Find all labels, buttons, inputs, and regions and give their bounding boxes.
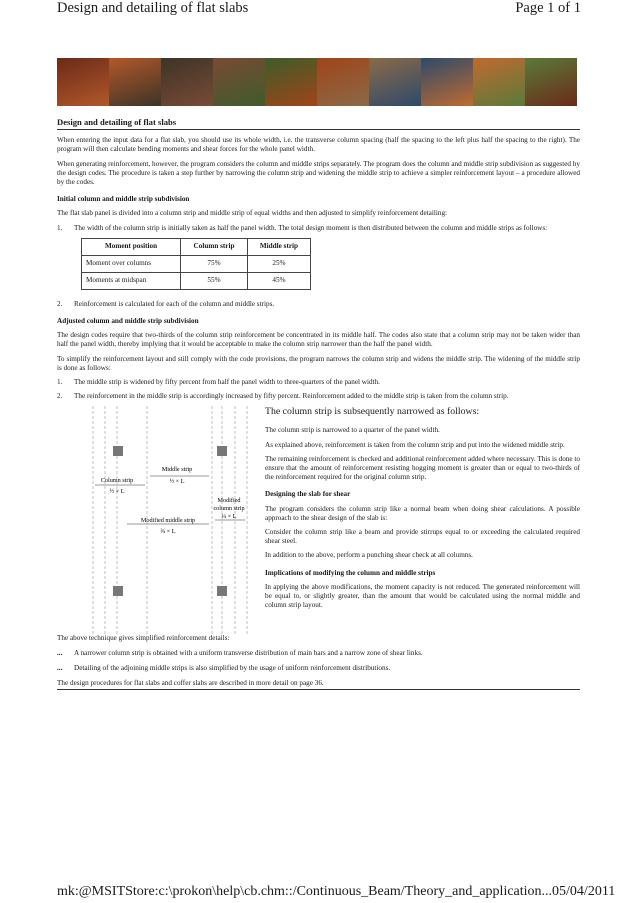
list-item — [57, 378, 580, 387]
list-item — [57, 300, 580, 309]
modified-column-label: column strip — [213, 505, 245, 513]
section2-paragraph-1: The design codes require that two-thirds of the column strip reinforcement be concentrated in its middle half. The codes also state that a column strip may not be taken wider than half the panel width, thereby implying that it would be acceptable to make the column strip narrower than the half the panel width. — [57, 331, 580, 349]
list-text: The width of the column strip is initially taken as half the panel width. The total design moment is then distributed between the column and middle strips as follows: — [74, 223, 548, 232]
intro-paragraph-2: When generating reinforcement, however, the program considers the column and middle strips separately. The program does the column and middle strip subdivision as suggested by the design codes. The procedure is taken a step further by narrowing the column strip and widening the middle strip to achieve a simpler reinforcement layout – a procedure allowed by the codes. — [57, 159, 580, 187]
header-title: Design and detailing of flat slabs — [57, 0, 249, 16]
table-header: Moment position — [82, 238, 181, 255]
closing-note: The design procedures for flat slabs and coffer slabs are described in more detail on page 36. — [57, 679, 580, 690]
table-cell: Moment over columns — [82, 255, 181, 272]
column-marker — [217, 586, 227, 596]
page-footer — [57, 884, 616, 900]
page-header — [57, 0, 581, 20]
right-paragraph: Consider the column strip like a beam and provide stirrups equal to or exceeding the calculated required shear steel. — [265, 528, 580, 546]
shear-heading: Designing the slab for shear — [265, 490, 351, 499]
footer-url: mk:@MSITStore:c:\prokon\help\cb.chm::/Continuous_Beam/Theory_and_application... — [57, 884, 553, 899]
footer-date: 05/04/2011 — [552, 884, 616, 899]
list-number: 2. — [57, 299, 63, 308]
banner-photo-tile — [57, 58, 109, 106]
bullet-mark: ... — [57, 663, 63, 672]
diagram-and-text — [57, 406, 580, 634]
banner-photo-tile — [525, 58, 577, 106]
modified-column-label: Modified — [217, 497, 241, 505]
banner-image — [57, 58, 577, 106]
table-cell: 75% — [181, 255, 248, 272]
banner-photo-tile — [473, 58, 525, 106]
document-body — [57, 118, 580, 690]
banner-photo-tile — [213, 58, 265, 106]
list-item — [57, 649, 580, 658]
right-paragraph: The program considers the column strip like a normal beam when doing shear calculations. A possible approach to the shear design of the slab is: — [265, 504, 580, 522]
list-text: The reinforcement in the middle strip is accordingly increased by fifty percent. Reinforcement added to the middle strip is taken from the column strip. — [74, 392, 509, 401]
banner-photo-tile — [161, 58, 213, 106]
moment-distribution-table — [81, 238, 311, 290]
table-header-row — [82, 238, 311, 255]
list-text: A narrower column strip is obtained with a uniform transverse distribution of main bars and a narrow zone of shear links. — [74, 648, 423, 657]
right-column-heading: The column strip is subsequently narrowed as follows: — [265, 406, 480, 418]
section-heading-initial: Initial column and middle strip subdivision — [57, 195, 190, 204]
list-item — [57, 664, 580, 673]
right-paragraph: In addition to the above, perform a punching shear check at all columns. — [265, 551, 473, 560]
table-header: Middle strip — [247, 238, 310, 255]
banner-photo-tile — [421, 58, 473, 106]
page-title: Design and detailing of flat slabs — [57, 118, 580, 130]
strip-diagram-svg — [57, 406, 257, 634]
list-number: 1. — [57, 378, 63, 387]
right-paragraph: As explained above, reinforcement is taken from the column strip and put into the widened middle strip. — [265, 440, 565, 449]
implications-heading: Implications of modifying the column and middle strips — [265, 568, 436, 577]
list-text: Reinforcement is calculated for each of the column and middle strips. — [74, 299, 275, 308]
table-cell: 25% — [247, 255, 310, 272]
list-item — [57, 392, 580, 401]
summary-paragraph: The above technique gives simplified reinforcement details: — [57, 634, 230, 643]
right-paragraph: The column strip is narrowed to a quarter of the panel width. — [265, 426, 440, 435]
header-page-number: Page 1 of 1 — [515, 0, 581, 16]
column-strip-label: Column strip — [100, 477, 134, 485]
intro-paragraph-1: When entering the input data for a flat slab, you should use its whole width, i.e. the transverse column spacing (half the spacing to the left plus half the spacing to the right). The program will then calculate bending moments and shear forces for the whole panel width. — [57, 136, 580, 154]
modified-middle-label: Modified middle strip — [140, 517, 196, 525]
middle-strip-label: Middle strip — [161, 466, 193, 474]
modified-column-fraction: ¼ × L — [221, 513, 237, 521]
banner-photo-tile — [369, 58, 421, 106]
right-column-text — [265, 406, 580, 634]
table-row — [82, 272, 311, 289]
list-text: The middle strip is widened by fifty percent from half the panel width to three-quarters of the panel width. — [74, 378, 380, 387]
section1-paragraph: The flat slab panel is divided into a column strip and middle strip of equal widths and then adjusted to simplify reinforcement detailing: — [57, 209, 448, 218]
section-heading-adjusted: Adjusted column and middle strip subdivision — [57, 317, 199, 326]
table-header: Column strip — [181, 238, 248, 255]
table-cell: 55% — [181, 272, 248, 289]
right-paragraph: In applying the above modifications, the moment capacity is not reduced. The generated reinforcement will be equal to, or slightly greater, than the amount that would be calculated using the normal middle and column strip layout. — [265, 582, 580, 610]
section2-paragraph-2: To simplify the reinforcement layout and still comply with the code provisions, the program narrows the column strip and widens the middle strip. The widening of the middle strip is done as follows: — [57, 354, 580, 372]
bullet-mark: ... — [57, 648, 63, 657]
right-paragraph: The remaining reinforcement is checked and additional reinforcement added where necessary. This is done to ensure that the amount of reinforcement resisting hogging moment is greater than or equal to two-thirds of the reinforcement required for the original column strip. — [265, 454, 580, 482]
middle-strip-fraction: ½ × L — [169, 478, 185, 486]
banner-photo-tile — [265, 58, 317, 106]
banner-photo-tile — [317, 58, 369, 106]
column-marker — [113, 586, 123, 596]
modified-middle-fraction: ¾ × L — [160, 528, 176, 536]
list-item — [57, 224, 580, 233]
column-strip-fraction: ½ × L — [109, 488, 125, 496]
strip-diagram — [57, 406, 257, 634]
column-marker — [217, 446, 227, 456]
list-text: Detailing of the adjoining middle strips is also simplified by the usage of uniform reinforcement distributions. — [74, 663, 391, 672]
table-cell: 45% — [247, 272, 310, 289]
list-number: 1. — [57, 223, 63, 232]
table-cell: Moments at midspan — [82, 272, 181, 289]
banner-photo-tile — [109, 58, 161, 106]
column-marker — [113, 446, 123, 456]
list-number: 2. — [57, 392, 63, 401]
table-row — [82, 255, 311, 272]
